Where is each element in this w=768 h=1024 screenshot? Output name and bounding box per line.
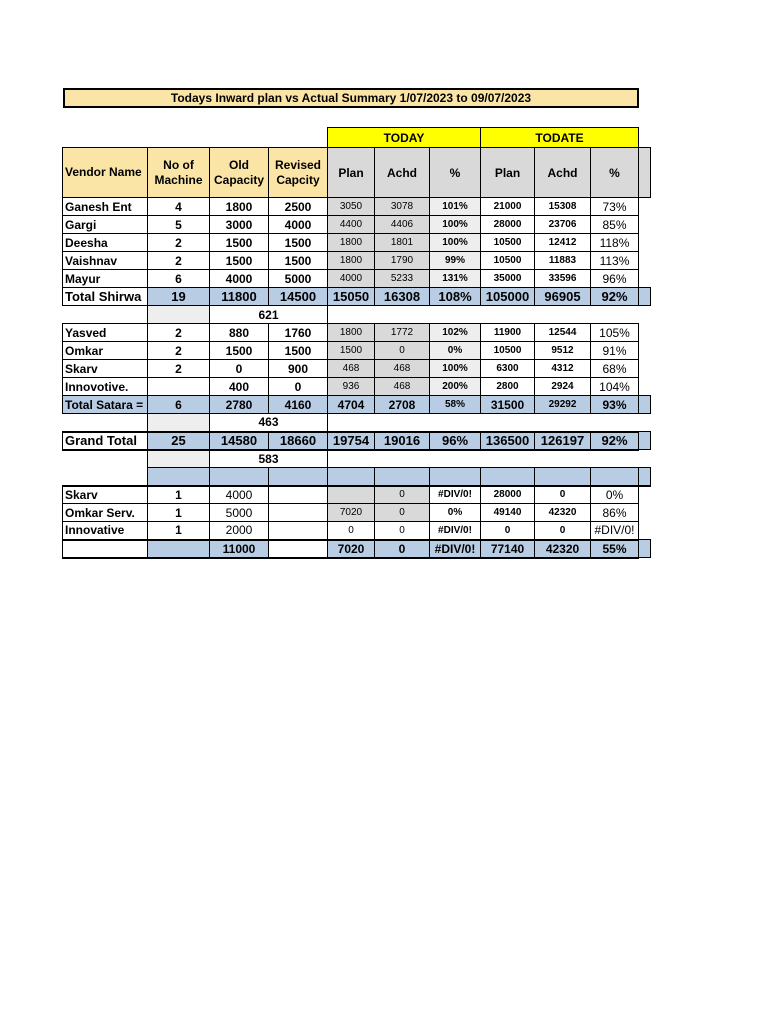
table-cell[interactable]: Total Shirwa	[63, 288, 148, 306]
table-cell[interactable]: 2800	[481, 378, 535, 396]
table-cell[interactable]: 96%	[430, 432, 481, 450]
table-cell[interactable]: 14500	[269, 288, 328, 306]
empty-cell	[639, 342, 651, 360]
empty-cell	[148, 414, 210, 432]
empty-cell	[481, 414, 535, 432]
table-cell[interactable]	[328, 486, 375, 504]
table-cell[interactable]: 5000	[210, 504, 269, 522]
column-header: Achd	[535, 148, 591, 198]
table-cell[interactable]: 2500	[269, 198, 328, 216]
table-cell[interactable]: 105%	[591, 324, 639, 342]
table-cell[interactable]: 100%	[430, 360, 481, 378]
table-cell[interactable]: 1800	[210, 198, 269, 216]
table-cell[interactable]: 4000	[328, 270, 375, 288]
empty-cell	[63, 450, 148, 468]
total-satara-row	[63, 396, 651, 414]
table-cell[interactable]: 0	[210, 360, 269, 378]
empty-cell	[481, 306, 535, 324]
service-row	[63, 504, 651, 522]
group-header-row	[63, 128, 651, 148]
table-cell[interactable]: 118%	[591, 234, 639, 252]
vendor-row	[63, 378, 651, 396]
table-cell[interactable]: 0	[535, 522, 591, 540]
table-cell[interactable]: 400	[210, 378, 269, 396]
empty-cell	[639, 324, 651, 342]
table-cell[interactable]: 23706	[535, 216, 591, 234]
table-cell[interactable]: 28000	[481, 216, 535, 234]
empty-cell	[639, 198, 651, 216]
table-cell[interactable]: 19754	[328, 432, 375, 450]
table-cell[interactable]: 1500	[210, 342, 269, 360]
table-cell[interactable]: 5	[148, 216, 210, 234]
table-cell[interactable]: 19	[148, 288, 210, 306]
column-header: Plan	[481, 148, 535, 198]
report-title: Todays Inward plan vs Actual Summary 1/07/2023 to 09/07/2023	[63, 88, 639, 108]
table-cell[interactable]: 0%	[430, 504, 481, 522]
table-cell[interactable]: 21000	[481, 198, 535, 216]
table-cell[interactable]: 0%	[430, 342, 481, 360]
empty-cell	[535, 414, 591, 432]
table-cell[interactable]: 4704	[328, 396, 375, 414]
table-cell[interactable]: 4	[148, 198, 210, 216]
vendor-row	[63, 234, 651, 252]
empty-cell	[430, 306, 481, 324]
table-cell[interactable]: 73%	[591, 198, 639, 216]
table-cell[interactable]: 1500	[210, 234, 269, 252]
table-cell[interactable]: 1500	[210, 252, 269, 270]
empty-cell	[328, 414, 375, 432]
table-cell[interactable]: 468	[375, 360, 430, 378]
shirwal-diff-row	[63, 306, 651, 324]
table-cell[interactable]: 463	[210, 414, 328, 432]
table-cell[interactable]: 104%	[591, 378, 639, 396]
empty-cell	[535, 306, 591, 324]
table-cell[interactable]: 1760	[269, 324, 328, 342]
table-cell[interactable]: 16308	[375, 288, 430, 306]
empty-cell	[328, 306, 375, 324]
table-cell[interactable]: 15308	[535, 198, 591, 216]
table-cell[interactable]: 936	[328, 378, 375, 396]
table-cell[interactable]: 11800	[210, 288, 269, 306]
table-cell[interactable]: 11000	[210, 540, 269, 558]
empty-cell	[639, 270, 651, 288]
table-cell[interactable]: #DIV/0!	[430, 486, 481, 504]
table-cell[interactable]: 10500	[481, 234, 535, 252]
table-cell[interactable]: 3000	[210, 216, 269, 234]
table-cell[interactable]: 0	[375, 342, 430, 360]
empty-cell	[591, 306, 639, 324]
separator-row	[63, 468, 651, 486]
empty-cell	[535, 468, 591, 486]
empty-cell	[639, 486, 651, 504]
table-cell[interactable]: 0	[328, 522, 375, 540]
table-cell[interactable]: 0	[375, 486, 430, 504]
table-cell[interactable]: 3050	[328, 198, 375, 216]
table-cell[interactable]: 4000	[210, 486, 269, 504]
table-cell[interactable]: 42320	[535, 504, 591, 522]
empty-cell	[63, 306, 148, 324]
table-cell[interactable]: 85%	[591, 216, 639, 234]
table-cell[interactable]: Ganesh Ent	[63, 198, 148, 216]
table-cell[interactable]: Skarv	[63, 486, 148, 504]
table-cell[interactable]: 4000	[269, 216, 328, 234]
empty-cell	[639, 540, 651, 558]
table-cell[interactable]: 2	[148, 252, 210, 270]
empty-cell	[481, 450, 535, 468]
table-cell[interactable]: 1	[148, 504, 210, 522]
table-cell[interactable]: 1800	[328, 324, 375, 342]
empty-cell	[639, 432, 651, 450]
table-cell[interactable]: 468	[375, 378, 430, 396]
table-cell[interactable]: Mayur	[63, 270, 148, 288]
column-header: No of Machine	[148, 148, 210, 198]
today-group-header: TODAY	[328, 128, 481, 148]
table-cell[interactable]: 6300	[481, 360, 535, 378]
table-cell[interactable]: 0%	[591, 486, 639, 504]
table-cell[interactable]: 0	[269, 378, 328, 396]
empty-cell	[639, 396, 651, 414]
empty-cell	[328, 468, 375, 486]
table-cell[interactable]: 200%	[430, 378, 481, 396]
empty-cell	[639, 468, 651, 486]
table-cell[interactable]: Innovotive.	[63, 378, 148, 396]
empty-cell	[63, 468, 148, 486]
table-cell[interactable]: 58%	[430, 396, 481, 414]
vendor-row	[63, 270, 651, 288]
table-cell[interactable]: 1800	[328, 252, 375, 270]
table-cell[interactable]: Skarv	[63, 360, 148, 378]
table-cell[interactable]: 900	[269, 360, 328, 378]
table-cell[interactable]: Yasved	[63, 324, 148, 342]
service-row	[63, 486, 651, 504]
empty-cell	[269, 468, 328, 486]
column-header: %	[430, 148, 481, 198]
table-cell[interactable]: 1500	[328, 342, 375, 360]
table-cell[interactable]: 55%	[591, 540, 639, 558]
table-cell[interactable]: 35000	[481, 270, 535, 288]
service-row	[63, 522, 651, 540]
table-cell[interactable]: 131%	[430, 270, 481, 288]
table-cell[interactable]: 0	[375, 522, 430, 540]
empty-cell	[375, 414, 430, 432]
table-cell[interactable]: Innovative	[63, 522, 148, 540]
table-cell[interactable]	[63, 540, 148, 558]
column-header: Vendor Name	[63, 148, 148, 198]
table-cell[interactable]: 0	[481, 522, 535, 540]
table-cell[interactable]: 86%	[591, 504, 639, 522]
table-cell[interactable]: 126197	[535, 432, 591, 450]
table-cell[interactable]: 2708	[375, 396, 430, 414]
empty-cell	[481, 468, 535, 486]
empty-cell	[591, 450, 639, 468]
table-cell[interactable]: 468	[328, 360, 375, 378]
table-cell[interactable]: 4160	[269, 396, 328, 414]
table-cell[interactable]: 880	[210, 324, 269, 342]
table-cell[interactable]: 93%	[591, 396, 639, 414]
grand-diff-row	[63, 450, 651, 468]
table-cell[interactable]: Gargi	[63, 216, 148, 234]
table-cell[interactable]: 583	[210, 450, 328, 468]
empty-cell	[639, 252, 651, 270]
vendor-row	[63, 324, 651, 342]
table-cell[interactable]: Grand Total	[63, 432, 148, 450]
table-cell[interactable]: 0	[535, 486, 591, 504]
empty-cell	[639, 216, 651, 234]
table-cell[interactable]: 18660	[269, 432, 328, 450]
table-cell[interactable]: 10500	[481, 252, 535, 270]
empty-cell	[328, 450, 375, 468]
empty-cell	[430, 450, 481, 468]
table-cell[interactable]: 6	[148, 270, 210, 288]
satara-diff-row	[63, 414, 651, 432]
table-cell[interactable]: 11883	[535, 252, 591, 270]
table-cell[interactable]: 1801	[375, 234, 430, 252]
table-cell[interactable]: #DIV/0!	[430, 540, 481, 558]
grand-total-row	[63, 432, 651, 450]
empty-cell	[639, 234, 651, 252]
table-cell[interactable]: 7020	[328, 504, 375, 522]
table-cell[interactable]: 5000	[269, 270, 328, 288]
column-header: Plan	[328, 148, 375, 198]
table-cell[interactable]: 31500	[481, 396, 535, 414]
table-cell[interactable]: 25	[148, 432, 210, 450]
table-cell[interactable]: 11900	[481, 324, 535, 342]
table-cell[interactable]: 1500	[269, 252, 328, 270]
table-cell[interactable]: 6	[148, 396, 210, 414]
empty-cell	[639, 378, 651, 396]
table-cell[interactable]: 1	[148, 486, 210, 504]
table-cell[interactable]	[269, 540, 328, 558]
table-cell[interactable]: 14580	[210, 432, 269, 450]
table-cell[interactable]: Omkar	[63, 342, 148, 360]
empty-cell	[63, 414, 148, 432]
table-cell[interactable]: 108%	[430, 288, 481, 306]
table-cell[interactable]: 4406	[375, 216, 430, 234]
table-cell[interactable]: 99%	[430, 252, 481, 270]
table-cell[interactable]: 0	[375, 504, 430, 522]
table-cell[interactable]: 49140	[481, 504, 535, 522]
table-cell[interactable]: 29292	[535, 396, 591, 414]
empty-cell	[639, 306, 651, 324]
empty-cell	[375, 450, 430, 468]
table-cell[interactable]: 92%	[591, 432, 639, 450]
table-cell[interactable]: 12544	[535, 324, 591, 342]
table-cell[interactable]: 136500	[481, 432, 535, 450]
table-cell[interactable]: 5233	[375, 270, 430, 288]
table-cell[interactable]: 2780	[210, 396, 269, 414]
table-cell[interactable]: 1	[148, 522, 210, 540]
table-cell[interactable]: 100%	[430, 216, 481, 234]
empty-cell	[591, 414, 639, 432]
empty-cell	[591, 468, 639, 486]
table-cell[interactable]: 96%	[591, 270, 639, 288]
table-cell[interactable]	[269, 522, 328, 540]
table-cell[interactable]: 2	[148, 234, 210, 252]
vendor-row	[63, 252, 651, 270]
table-cell[interactable]: Vaishnav	[63, 252, 148, 270]
empty-cell	[639, 450, 651, 468]
table-cell[interactable]: 101%	[430, 198, 481, 216]
empty-cell	[639, 504, 651, 522]
table-cell[interactable]: 19016	[375, 432, 430, 450]
table-cell[interactable]	[148, 378, 210, 396]
table-cell[interactable]: 2000	[210, 522, 269, 540]
table-cell[interactable]: 10500	[481, 342, 535, 360]
table-cell[interactable]	[269, 504, 328, 522]
empty-cell	[639, 414, 651, 432]
empty-cell	[430, 414, 481, 432]
empty-cell	[639, 522, 651, 540]
empty-cell	[639, 288, 651, 306]
table-cell[interactable]: 2	[148, 360, 210, 378]
table-cell[interactable]: 621	[210, 306, 328, 324]
table-cell[interactable]: 92%	[591, 288, 639, 306]
table-cell[interactable]: 33596	[535, 270, 591, 288]
table-cell[interactable]: Omkar Serv.	[63, 504, 148, 522]
table-cell[interactable]: 96905	[535, 288, 591, 306]
table-cell[interactable]: 4312	[535, 360, 591, 378]
table-cell[interactable]: 2	[148, 342, 210, 360]
empty-cell	[375, 306, 430, 324]
table-cell[interactable]: #DIV/0!	[591, 522, 639, 540]
empty-cell	[430, 468, 481, 486]
vendor-row	[63, 360, 651, 378]
empty-cell	[535, 450, 591, 468]
column-header: %	[591, 148, 639, 198]
table-cell[interactable]: 28000	[481, 486, 535, 504]
table-cell[interactable]: 15050	[328, 288, 375, 306]
column-header: Old Capacity	[210, 148, 269, 198]
empty-cell	[148, 450, 210, 468]
table-cell[interactable]: 100%	[430, 234, 481, 252]
empty-cell	[375, 468, 430, 486]
table-cell[interactable]: #DIV/0!	[430, 522, 481, 540]
empty-cell	[210, 468, 269, 486]
table-cell[interactable]: 77140	[481, 540, 535, 558]
table-cell[interactable]: 3078	[375, 198, 430, 216]
table-body	[63, 128, 651, 558]
table-cell[interactable]: 12412	[535, 234, 591, 252]
table-cell[interactable]: Deesha	[63, 234, 148, 252]
todate-group-header: TODATE	[481, 128, 639, 148]
table-cell[interactable]: 1800	[328, 234, 375, 252]
inward-summary-table	[62, 127, 651, 559]
table-cell[interactable]	[269, 486, 328, 504]
table-cell[interactable]: 1500	[269, 342, 328, 360]
total-shirwal-row	[63, 288, 651, 306]
table-cell[interactable]: 9512	[535, 342, 591, 360]
table-cell[interactable]: 1500	[269, 234, 328, 252]
empty-cell	[148, 306, 210, 324]
table-cell[interactable]: 113%	[591, 252, 639, 270]
table-cell[interactable]	[148, 540, 210, 558]
table-cell[interactable]: 4000	[210, 270, 269, 288]
table-cell[interactable]: 2	[148, 324, 210, 342]
vendor-row	[63, 342, 651, 360]
vendor-row	[63, 198, 651, 216]
table-cell[interactable]: 7020	[328, 540, 375, 558]
table-cell[interactable]: 0	[375, 540, 430, 558]
table-cell[interactable]: Total Satara =	[63, 396, 148, 414]
table-cell[interactable]: 4400	[328, 216, 375, 234]
table-cell[interactable]: 91%	[591, 342, 639, 360]
empty-cell	[639, 148, 651, 198]
table-cell[interactable]: 1772	[375, 324, 430, 342]
table-cell[interactable]: 1790	[375, 252, 430, 270]
table-cell[interactable]: 42320	[535, 540, 591, 558]
table-cell[interactable]: 102%	[430, 324, 481, 342]
table-cell[interactable]: 2924	[535, 378, 591, 396]
service-total-row	[63, 540, 651, 558]
empty-cell	[148, 468, 210, 486]
column-header: Achd	[375, 148, 430, 198]
table-cell[interactable]: 68%	[591, 360, 639, 378]
column-header-row	[63, 148, 651, 198]
empty-cell	[639, 360, 651, 378]
vendor-row	[63, 216, 651, 234]
table-cell[interactable]: 105000	[481, 288, 535, 306]
column-header: Revised Capcity	[269, 148, 328, 198]
